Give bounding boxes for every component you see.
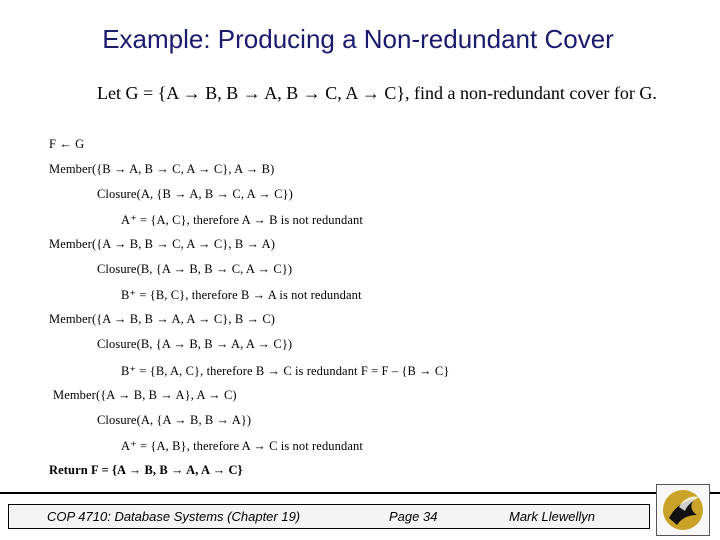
step-line: A⁺ = {A, C}, therefore A → B is not redundant <box>121 213 363 227</box>
step-line: Member({A → B, B → C, A → C}, B → A) <box>49 237 276 251</box>
footer-author: Mark Llewellyn <box>509 509 595 524</box>
step-line: Closure(B, {A → B, B → C, A → C}) <box>97 262 293 276</box>
step-line: Closure(A, {A → B, B → A}) <box>97 413 252 427</box>
step-line: Member({A → B, B → A, A → C}, B → C) <box>49 312 276 326</box>
step-line: B⁺ = {B, A, C}, therefore B → C is redundant F = F – {B → C} <box>121 364 450 378</box>
problem-statement: Let G = {A → B, B → A, B → C, A → C}, find a non-redundant cover for G. <box>97 83 657 103</box>
return-line: Return F = {A → B, B → A, A → C} <box>49 463 243 477</box>
step-line: Member({A → B, B → A}, A → C) <box>53 388 237 402</box>
step-line: Member({B → A, B → C, A → C}, A → B) <box>49 162 275 176</box>
ucf-pegasus-logo-icon <box>656 484 710 536</box>
step-line: F ← G <box>49 137 85 151</box>
footer <box>0 494 720 540</box>
step-line: Closure(A, {B → A, B → C, A → C}) <box>97 187 293 201</box>
slide-title: Example: Producing a Non-redundant Cover <box>102 24 614 54</box>
footer-box <box>8 504 650 529</box>
footer-page: Page 34 <box>389 509 438 524</box>
step-line: A⁺ = {A, B}, therefore A → C is not redundant <box>121 439 363 453</box>
footer-course: COP 4710: Database Systems (Chapter 19) <box>47 509 301 524</box>
step-line: Closure(B, {A → B, B → A, A → C}) <box>97 337 293 351</box>
step-line: B⁺ = {B, C}, therefore B → A is not redundant <box>121 288 362 302</box>
